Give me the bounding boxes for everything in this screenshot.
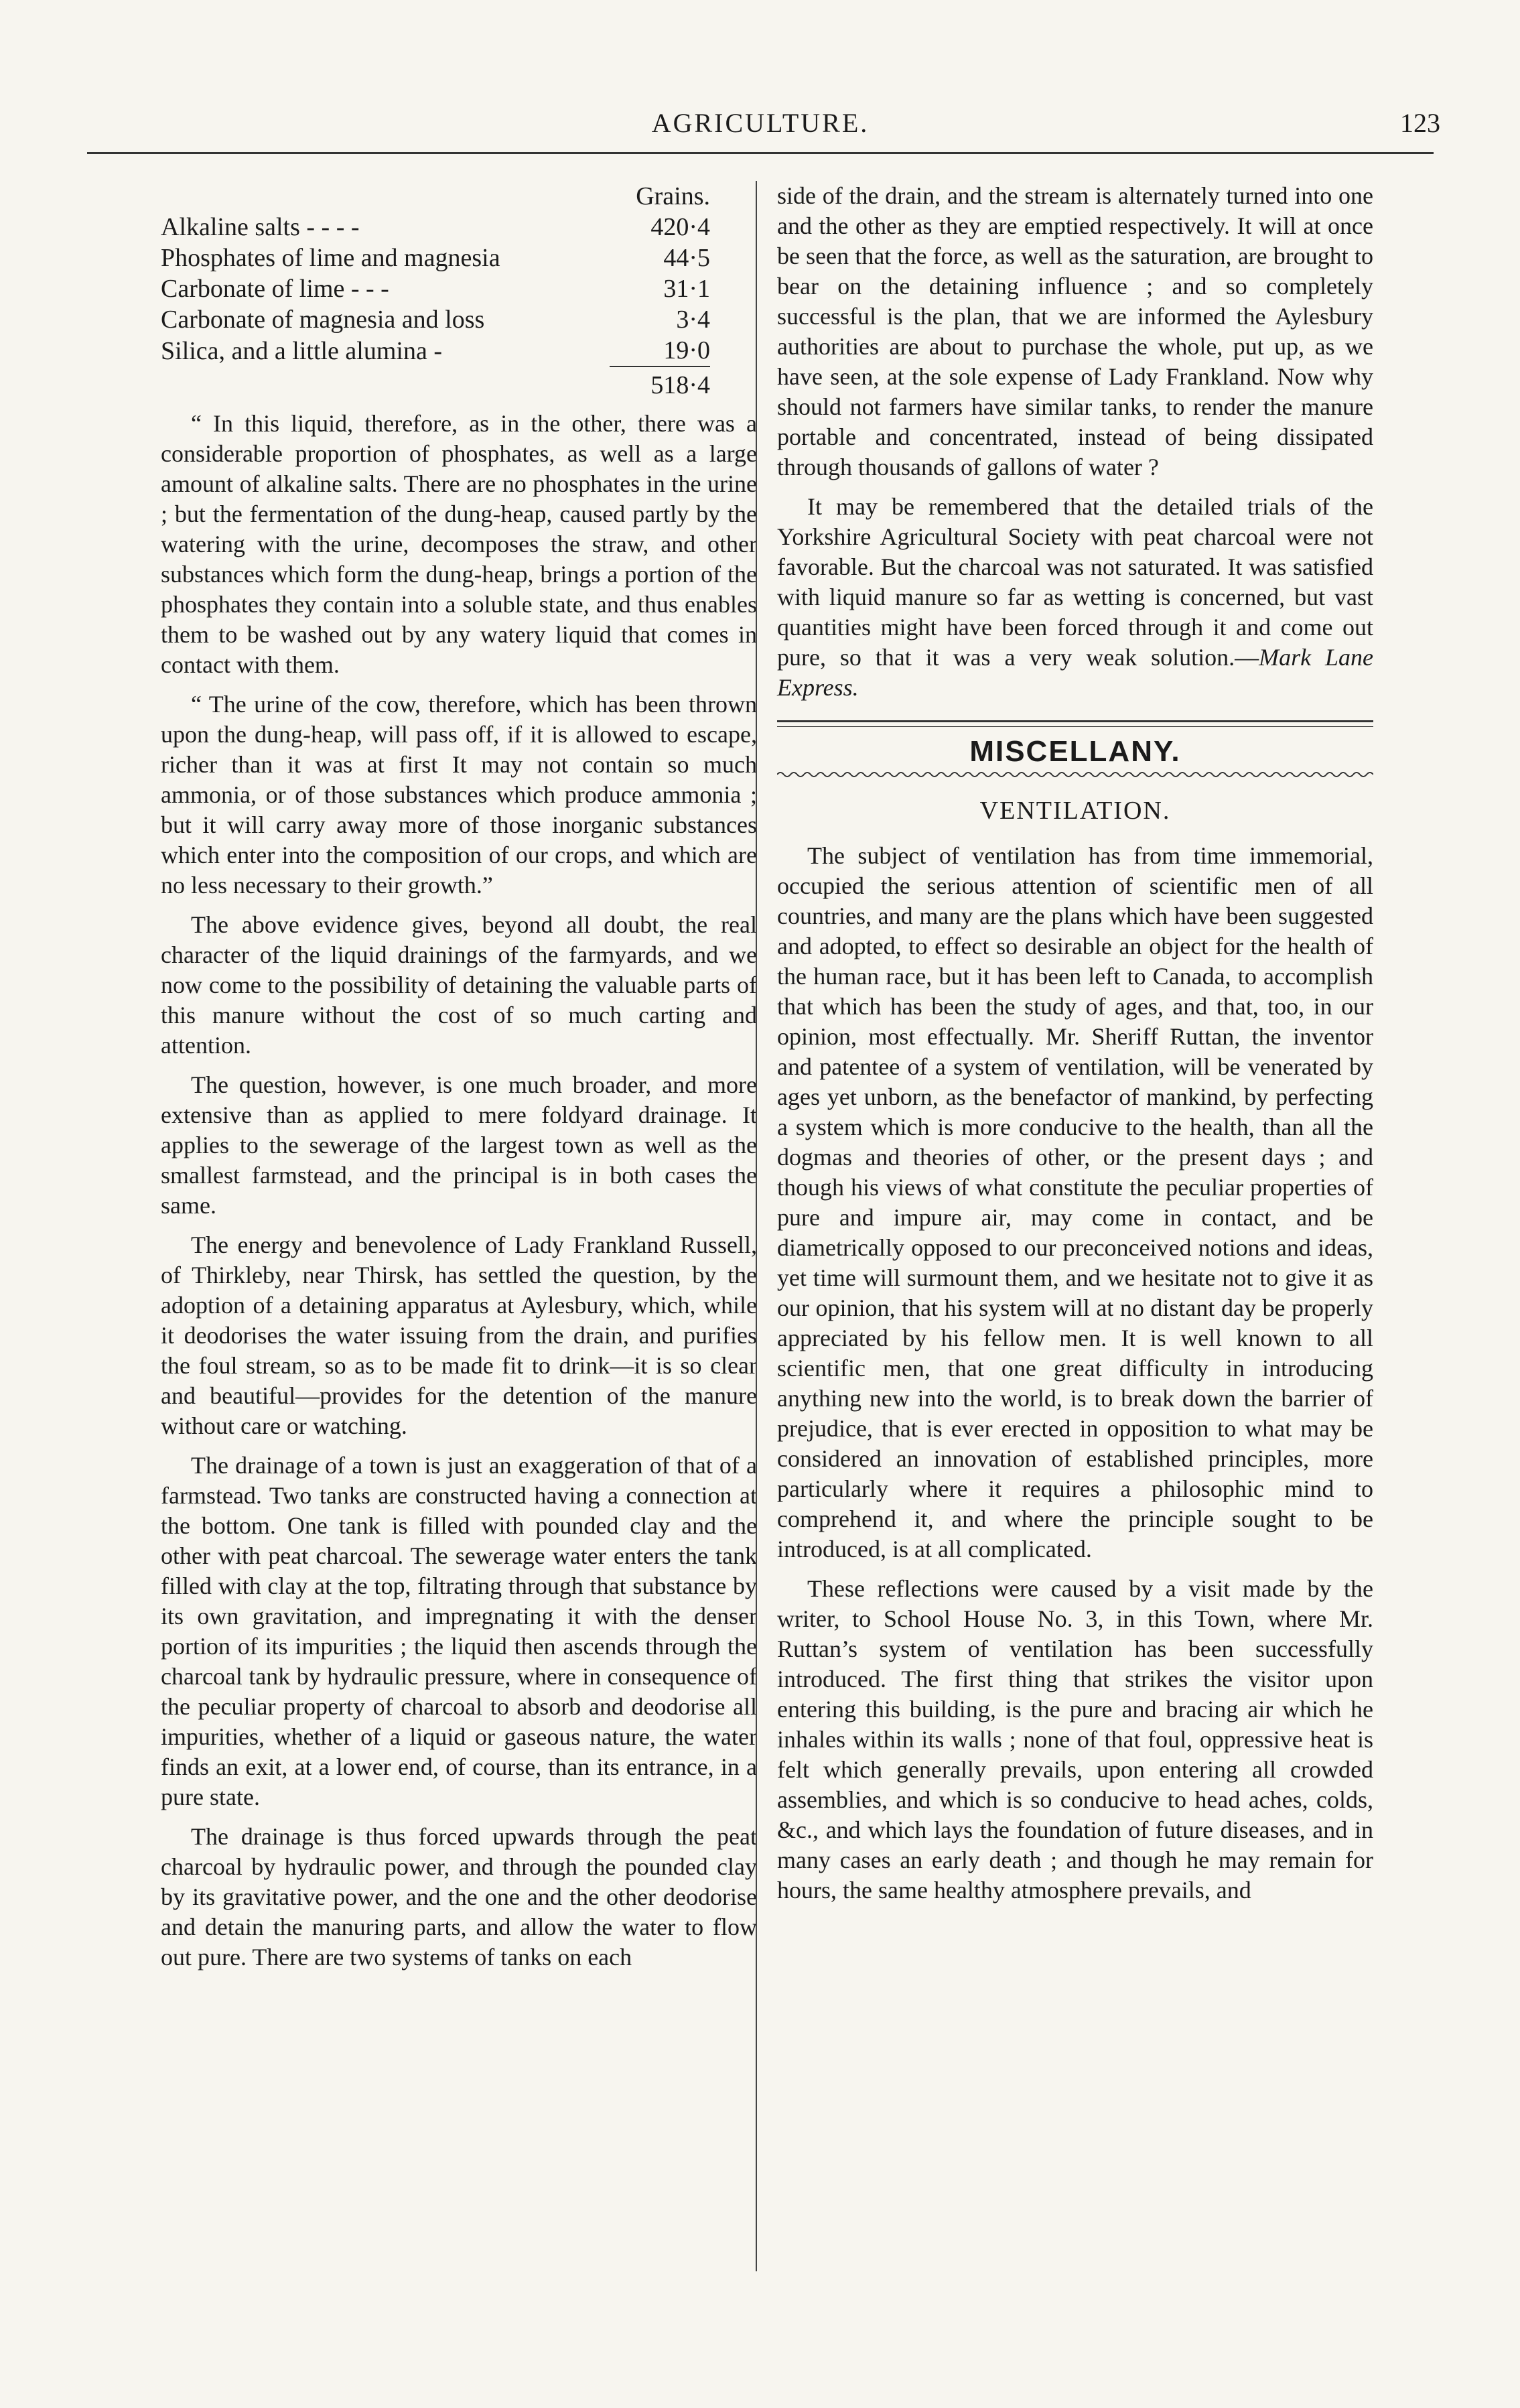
header-rule — [87, 152, 1434, 154]
section-rule-thin — [777, 726, 1373, 727]
table-row — [161, 212, 710, 243]
left-column — [161, 181, 757, 1982]
paragraph-continuation: side of the drain, and the stream is alternately turned into one and the other as they are emptied respectively. It will at once be seen that the force, as well as the saturation, are brought to bear on the detaining influence ; and so completely successful is the plan, that we are informed the Aylesbury authorities are about to purchase the whole, put up, as we have seen, at the sole expense of Lady Frankland. Now why should not farmers have similar tanks, to render the manure portable and concentrated, instead of being dissipated through thousands of gallons of water ? — [777, 182, 1373, 480]
right-column — [777, 181, 1373, 1915]
running-title: AGRICULTURE. — [651, 108, 870, 138]
grains-item: Carbonate of magnesia and loss — [161, 306, 485, 334]
source-citation: Mark Lane Express. — [777, 644, 1373, 701]
article-title: VENTILATION. — [979, 797, 1171, 825]
paragraph-text: It may be remembered that the detailed trials of the Yorkshire Agricultural Society with peat charcoal were not favorable. But the charcoal was not saturated. It was satisfied with liquid manure so far as wetting is concerned, but vast quantities might have been forced through it and come out pure, so that it was a very weak solution.— — [777, 493, 1373, 671]
column-divider — [756, 181, 757, 2271]
wavy-rule — [777, 771, 1373, 779]
paragraph: The question, however, is one much broader, and more extensive than as applied to mere foldyard drainage. It applies to the sewerage of the largest town as well as the smallest farmstead, and the principal is in both cases the same. — [161, 1071, 757, 1219]
grains-value: 420·4 — [650, 213, 710, 241]
running-header — [80, 107, 1440, 154]
grains-total-row — [161, 366, 710, 401]
table-row — [161, 273, 710, 304]
grains-item: Silica, and a little alumina - — [161, 336, 442, 365]
paragraph: The above evidence gives, beyond all doubt, the real character of the liquid drainings of the farmyards, and we now come to the possibility of detaining the valuable parts of this manure without the cost of so much carting and attention. — [161, 911, 757, 1059]
paragraph: The energy and benevolence of Lady Frankland Russell, of Thirkleby, near Thirsk, has settled the question, by the adoption of a detaining apparatus at Aylesbury, which, while it deodorises the water issuing from the drain, and purifies the foul stream, so as to be made fit to drink—it is so clear and beautiful—provides for the detention of the manure without care or watching. — [161, 1231, 757, 1439]
section-rule — [777, 720, 1373, 722]
section-title: MISCELLANY. — [969, 735, 1181, 768]
grains-total: 518·4 — [610, 366, 710, 401]
paragraph: The drainage is thus forced upwards through the peat charcoal by hydraulic power, and through the pounded clay by its gravitative power, and the one and the other deodorise and detain the manuring parts, and allow the water to flow out pure. There are two systems of tanks on each — [161, 1823, 757, 1970]
grains-table-header-row — [161, 181, 710, 212]
wavy-rule-graphic — [777, 771, 1373, 779]
grains-table — [161, 181, 710, 401]
paragraph — [777, 492, 1373, 703]
grains-item: Carbonate of lime - - - — [161, 275, 389, 303]
grains-item: Alkaline salts - - - - — [161, 213, 360, 241]
grains-item: Phosphates of lime and magnesia — [161, 244, 500, 272]
grains-value: 19·0 — [663, 336, 710, 364]
grains-value: 31·1 — [663, 275, 710, 303]
paragraph: These reflections were caused by a visit made by the writer, to School House No. 3, in this Town, where Mr. Ruttan’s system of ventilation has been successfully introduced. The first thing that strikes the visitor upon entering this building, is the pure and bracing air which he inhales within its walls ; none of that foul, oppressive heat is felt which generally prevails, upon entering all crowded assemblies, and which is so conducive to head aches, colds, &c., and which lays the foundation of future diseases, and in many cases an early death ; and though he may remain for hours, the same healthy atmosphere prevails, and — [777, 1575, 1373, 1903]
page-number: 123 — [1400, 108, 1440, 138]
paragraph: “ The urine of the cow, therefore, which has been thrown upon the dung-heap, will pass off, if it is allowed to escape, richer than it was at first It may not contain so much ammonia, or of those substances which produce ammonia ; but it will carry away more of those inorganic substances which enter into the composition of our crops, and which are no less necessary to their growth.” — [161, 691, 757, 898]
grains-value: 3·4 — [676, 306, 710, 334]
table-row — [161, 335, 710, 366]
paragraph: “ In this liquid, therefore, as in the other, there was a considerable proportion of phosphates, as well as a large amount of alkaline salts. There are no phosphates in the urine ; but the fermentation of the dung-heap, caused partly by the watering with the urine, decomposes the straw, and other substances which form the dung-heap, brings a portion of the phosphates they contain into a soluble state, and thus enables them to be washed out by any watery liquid that comes in contact with them. — [161, 410, 757, 678]
grains-unit-header: Grains. — [636, 182, 710, 210]
paragraph: The subject of ventilation has from time immemorial, occupied the serious attention of scientific men of all countries, and many are the plans which have been suggested and adopted, to effect so desirable an object for the health of the human race, but it has been left to Canada, to accomplish that which has been the study of ages, and that, too, in our opinion, most effectually. Mr. Sheriff Ruttan, the inventor and patentee of a system of ventilation, will be venerated by ages yet unborn, as the benefactor of mankind, by perfecting a system which is more conducive to the health, than all the dogmas and theories of other, or the present days ; and though his views of what constitute the peculiar properties of pure and impure air, may come in contact, and be diametrically opposed to our preconceived notions and ideas, yet time will surmount them, and we hesitate not to give it as our opinion, that his system will at no distant day be properly appreciated by his fellow men. It is well known to all scientific men, that one great difficulty in introducing anything new into the world, is to break down the barrier of prejudice, that is ever erected in opposition to what may be considered an innovation of established principles, more particularly where it requires a philosophic mind to comprehend it, and where the principle sought to be introduced, is at all complicated. — [777, 842, 1373, 1562]
table-row — [161, 304, 710, 335]
paragraph: The drainage of a town is just an exaggeration of that of a farmstead. Two tanks are constructed having a connection at the bottom. One tank is filled with pounded clay and the other with peat charcoal. The sewerage water enters the tank filled with clay at the top, filtrating through that substance by its own gravitation, and impregnating it with the denser portion of its impurities ; the liquid then ascends through the charcoal tank by hydraulic pressure, where in consequence of the peculiar property of charcoal to absorb and deodorise all impurities, whether of a liquid or gaseous nature, the water finds an exit, at a lower end, of course, than its entrance, in a pure state. — [161, 1452, 757, 1810]
table-row — [161, 243, 710, 273]
grains-value: 44·5 — [663, 244, 710, 272]
